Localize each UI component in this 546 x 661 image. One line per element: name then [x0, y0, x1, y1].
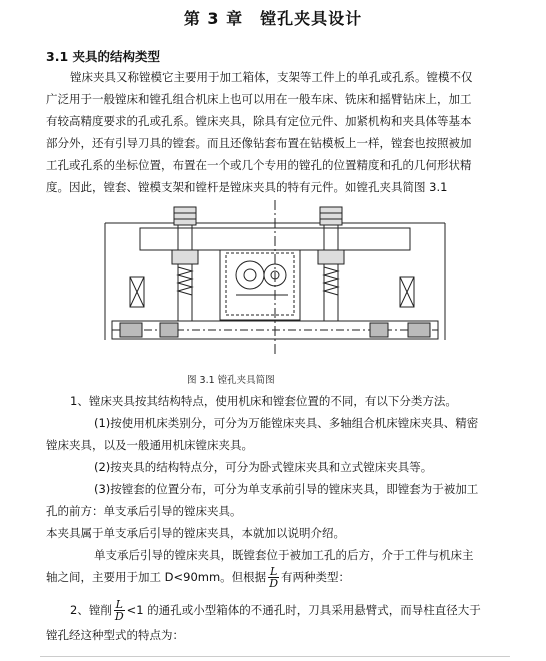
page-bottom-rule [40, 656, 510, 657]
body-line: (2)按夹具的结构特点分，可分为卧式镗床夹具和立式镗床夹具等。 [94, 460, 433, 474]
intro-line: 度。因此，镗套、镗模支架和镗杆是镗床夹具的特有元件。如镗孔夹具简图 3.1 [46, 180, 448, 194]
fraction-denominator: D [114, 610, 124, 623]
intro-line: 工孔或孔系的坐标位置，布置在一个或几个专用的镗孔的位置精度和孔的几何形状精 [46, 158, 472, 172]
last-line-with-fraction [46, 596, 500, 624]
fraction-numerator: L [269, 565, 278, 578]
figure-caption: 图 3.1 镗孔夹具简图 [187, 375, 275, 386]
last-paragraph [46, 596, 500, 646]
chapter-title: 第 3 章 镗孔夹具设计 [183, 9, 363, 28]
body-line-with-fraction [46, 566, 500, 589]
body-line: 孔的前方：单支承后引导的镗床夹具。 [46, 504, 242, 518]
boring-fixture-figure [100, 195, 450, 365]
last-prefix: 2、镗削 [70, 603, 112, 617]
last-suffix: <1 的通孔或小型箱体的不通孔时，刀具采用悬臂式，而导柱直径大于 [126, 603, 481, 617]
fraction-denominator: D [269, 577, 279, 590]
intro-line: 有较高精度要求的孔或孔系。镗床夹具，除具有定位元件、加紧机构和夹具体等基本 [46, 114, 472, 128]
intro-paragraph [46, 66, 500, 198]
body-line: (1)按使用机床类别分，可分为万能镗床夹具、多轴组合机床镗床夹具、精密 [94, 416, 479, 430]
body-line-text: 有两种类型： [281, 570, 351, 584]
body-line: 单支承后引导的镗床夹具，既镗套位于被加工孔的后方，介于工件与机床主 [94, 548, 474, 562]
body-line: (3)按镗套的位置分布，可分为单支承前引导的镗床夹具，即镗套为于被加工 [94, 482, 479, 496]
body-line: 1、镗床夹具按其结构特点，使用机床和镗套位置的不同，有以下分类方法。 [70, 394, 457, 408]
fraction-numerator: L [115, 598, 123, 611]
body-line: 镗床夹具，以及一般通用机床镗床夹具。 [46, 438, 253, 452]
fraction-l-over-d [113, 599, 126, 622]
body-line: 本夹具属于单支承后引导的镗床夹具，本就加以说明介绍。 [46, 526, 345, 540]
body-paragraph [46, 390, 500, 589]
fraction-l-over-d [267, 566, 280, 589]
body-line-text: 轴之间，主要用于加工 D<90mm。但根据 [46, 570, 267, 584]
intro-line: 部分外，还有引导刀具的镗套。而且还像钻套布置在钻模板上一样，镗套也按照被加 [46, 136, 472, 150]
section-title: 3.1 夹具的结构类型 [46, 49, 160, 64]
intro-line: 镗床夹具又称镗模它主要用于加工箱体，支架等工件上的单孔或孔系。镗模不仅 [70, 70, 473, 84]
intro-line: 广泛用于一般镗床和镗孔组合机床上也可以用在一般车床、铣床和摇臂钻床上，加工 [46, 92, 472, 106]
last-line: 镗孔经这种型式的特点为： [46, 628, 184, 642]
